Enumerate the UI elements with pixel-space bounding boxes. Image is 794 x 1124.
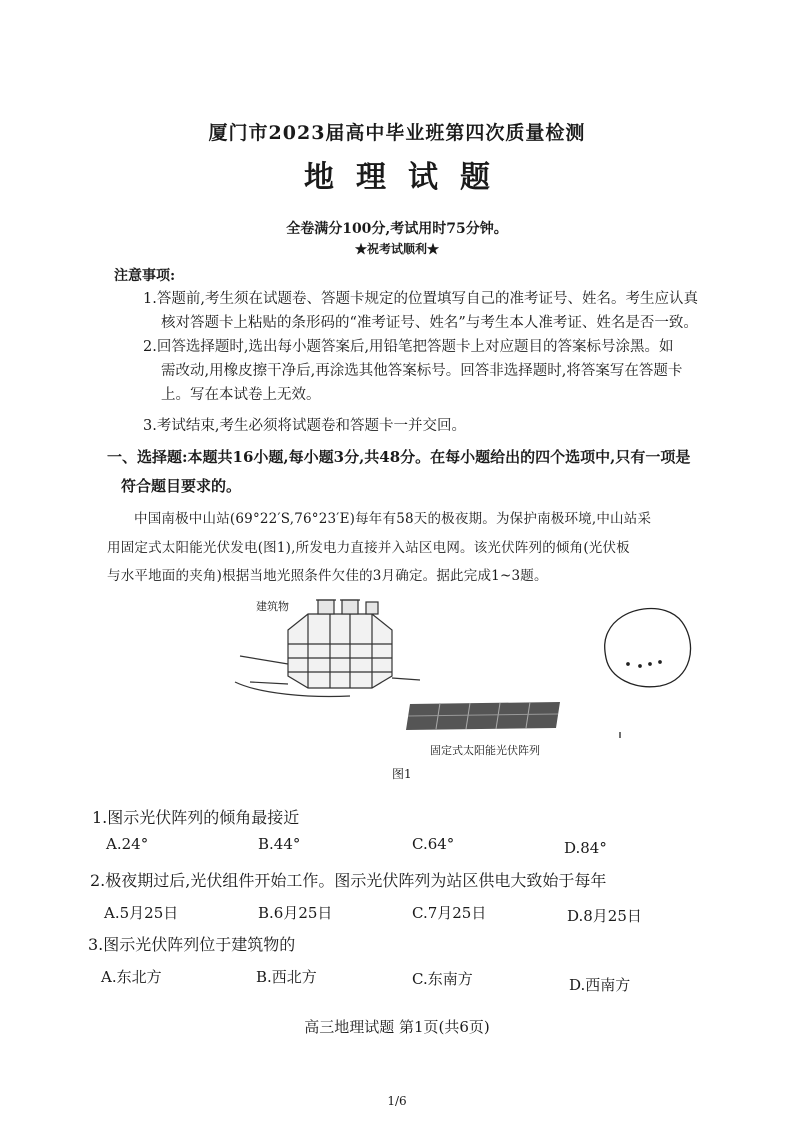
page-footer: 高三地理试题 第1页(共6页): [304, 1018, 490, 1036]
q1-option-c[interactable]: C.64°: [412, 835, 455, 853]
figure-1: [230, 592, 710, 782]
q1-option-a[interactable]: A.24°: [106, 835, 149, 853]
q1-option-d[interactable]: D.84°: [564, 839, 607, 857]
exam-title: 厦门市2023届高中毕业班第四次质量检测: [208, 122, 586, 144]
stem-line: 与水平地面的夹角)根据当地光照条件欠佳的3月确定。据此完成1~3题。: [107, 568, 548, 584]
notice-line: 需改动,用橡皮擦干净后,再涂选其他答案标号。回答非选择题时,将答案写在答题卡: [161, 363, 683, 379]
stem-line: 中国南极中山站(69°22′S,76°23′E)每年有58天的极夜期。为保护南极环境,中山站采: [134, 511, 652, 527]
q2-option-c[interactable]: C.7月25日: [412, 904, 487, 922]
notice-line: 1.答题前,考生须在试题卷、答题卡规定的位置填写自己的准考证号、姓名。考生应认真: [143, 291, 698, 307]
q2-option-d[interactable]: D.8月25日: [567, 907, 642, 925]
section-heading-cont: 符合题目要求的。: [121, 477, 242, 495]
notice-heading: 注意事项:: [114, 268, 176, 284]
q3-option-c[interactable]: C.东南方: [412, 970, 473, 988]
notice-line: 上。写在本试卷上无效。: [161, 387, 321, 403]
question-3: 3.图示光伏阵列位于建筑物的: [88, 935, 296, 954]
question-2: 2.极夜期过后,光伏组件开始工作。图示光伏阵列为站区供电大致始于每年: [90, 871, 607, 890]
q2-option-a[interactable]: A.5月25日: [104, 904, 179, 922]
q2-option-b[interactable]: B.6月25日: [258, 904, 333, 922]
building-drawing: [235, 600, 420, 696]
question-1: 1.图示光伏阵列的倾角最接近: [92, 808, 300, 827]
q3-option-b[interactable]: B.西北方: [256, 968, 317, 986]
page-number: 1/6: [387, 1094, 407, 1108]
notice-line: 核对答题卡上粘贴的条形码的“准考证号、姓名”与考生本人准考证、姓名是否一致。: [161, 315, 698, 331]
subject-title: 地理试题: [304, 160, 512, 195]
stem-line: 用固定式太阳能光伏发电(图1),所发电力直接并入站区电网。该光伏阵列的倾角(光伏板: [107, 540, 630, 556]
solar-array-drawing: [406, 702, 560, 730]
section-heading: 一、选择题:本题共16小题,每小题3分,共48分。在每小题给出的四个选项中,只有一项是: [107, 448, 691, 466]
exam-info: 全卷满分100分,考试用时75分钟。: [286, 221, 508, 237]
q1-option-b[interactable]: B.44°: [258, 835, 301, 853]
building-label: 建筑物: [256, 600, 289, 613]
notice-line: 3.考试结束,考生必须将试题卷和答题卡一并交回。: [143, 418, 466, 434]
q3-option-d[interactable]: D.西南方: [569, 976, 631, 994]
good-luck-note: ★祝考试顺利★: [354, 242, 439, 256]
array-label: 固定式太阳能光伏阵列: [430, 744, 540, 757]
notice-line: 2.回答选择题时,选出每小题答案后,用铅笔把答题卡上对应题目的答案标号涂黑。如: [143, 339, 674, 355]
sun-sketch: [605, 609, 691, 687]
q3-option-a[interactable]: A.东北方: [101, 968, 162, 986]
figure-caption: 图1: [392, 767, 412, 781]
